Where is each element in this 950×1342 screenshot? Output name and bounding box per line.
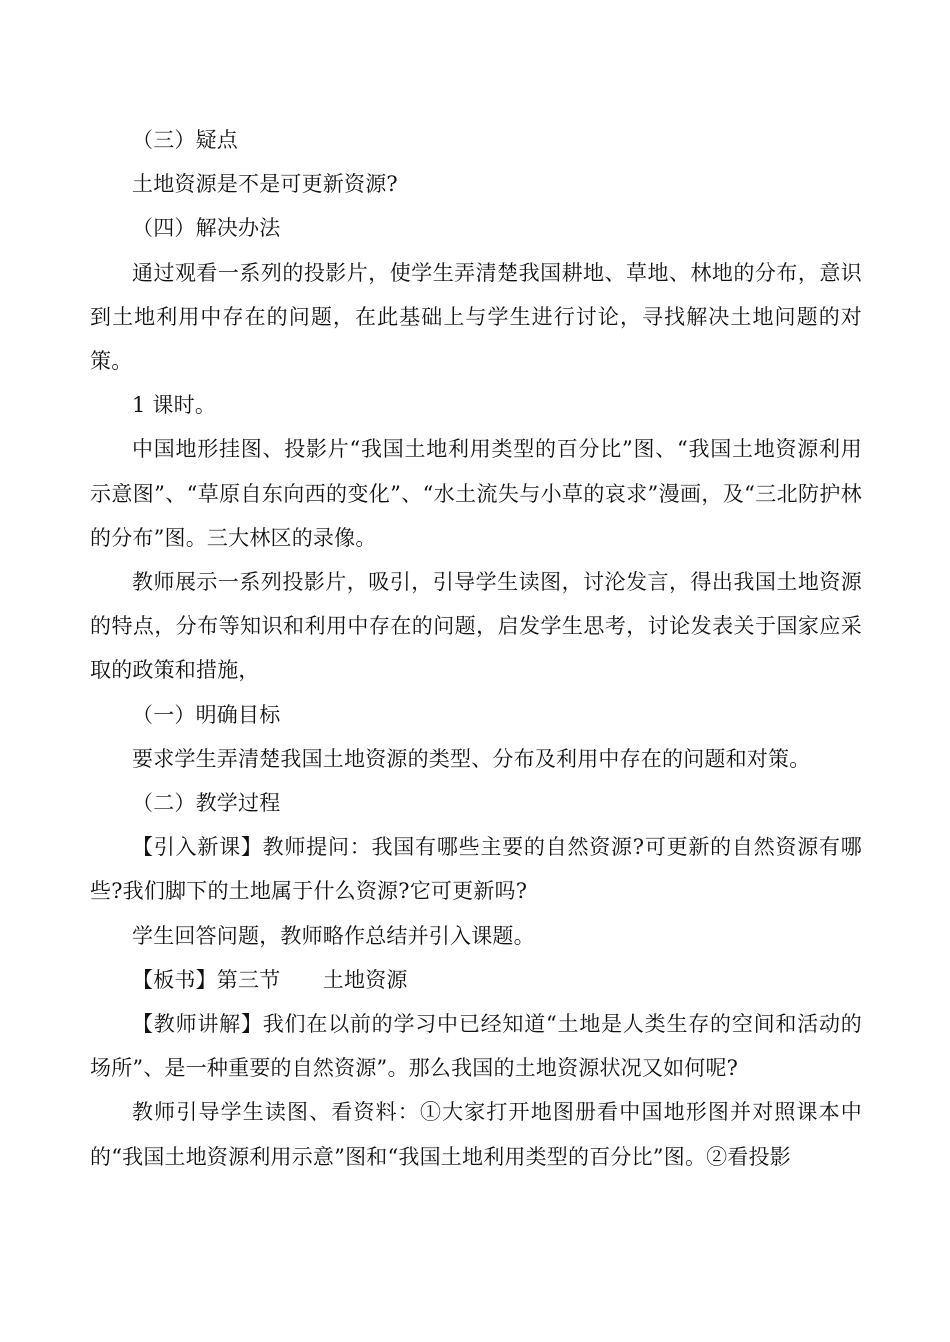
paragraph-board-title: 【板书】第三节 土地资源	[132, 967, 408, 992]
paragraph-guide-reading: 教师引导学生读图、看资料：①大家打开地图册看中国地形图并对照课本中的“我国土地资源利用示意”图和“我国土地利用类型的百分比”图。②看投影	[90, 1100, 862, 1169]
paragraph-materials: 中国地形挂图、投影片“我国土地利用类型的百分比”图、“我国土地资源利用示意图”、“草原自东向西的变化”、“水土流失与小草的哀求”漫画，及“三北防护林的分布”图。三大林区的录像。	[90, 437, 862, 550]
paragraph-student-answer: 学生回答问题，教师略作总结并引入课题。	[132, 923, 535, 948]
paragraph-method: 教师展示一系列投影片，吸引，引导学生读图，讨沦发言，得出我国土地资源的特点，分布等知识和利用中存在的问题，启发学生思考，讨论发表关于国家应采取的政策和措施，	[90, 570, 862, 683]
paragraph-teacher-explain: 【教师讲解】我们在以前的学习中已经知道“土地是人类生存的空间和活动的场所”、是一种重要的自然资源”。那么我国的土地资源状况又如何呢?	[90, 1012, 862, 1081]
paragraph-solution: 通过观看一系列的投影片，使学生弄清楚我国耕地、草地、林地的分布，意识到土地利用中存在的问题，在此基础上与学生进行讨论，寻找解决土地问题的对策。	[90, 260, 862, 374]
heading-process: （二）教学过程	[132, 791, 281, 816]
heading-doubts: （三）疑点	[132, 128, 238, 152]
paragraph-question: 土地资源是不是可更新资源?	[132, 172, 398, 197]
heading-goal: （一）明确目标	[132, 702, 281, 727]
paragraph-intro-question: 【引入新课】教师提问：我国有哪些主要的自然资源?可更新的自然资源有哪些?我们脚下的土地属于什么资源?它可更新吗?	[90, 835, 862, 904]
paragraph-duration: 1 课时。	[132, 393, 217, 418]
document-body	[90, 118, 862, 1179]
heading-solution: （四）解决办法	[132, 216, 281, 241]
paragraph-goal: 要求学生弄清楚我国土地资源的类型、分布及利用中存在的问题和对策。	[132, 746, 811, 771]
